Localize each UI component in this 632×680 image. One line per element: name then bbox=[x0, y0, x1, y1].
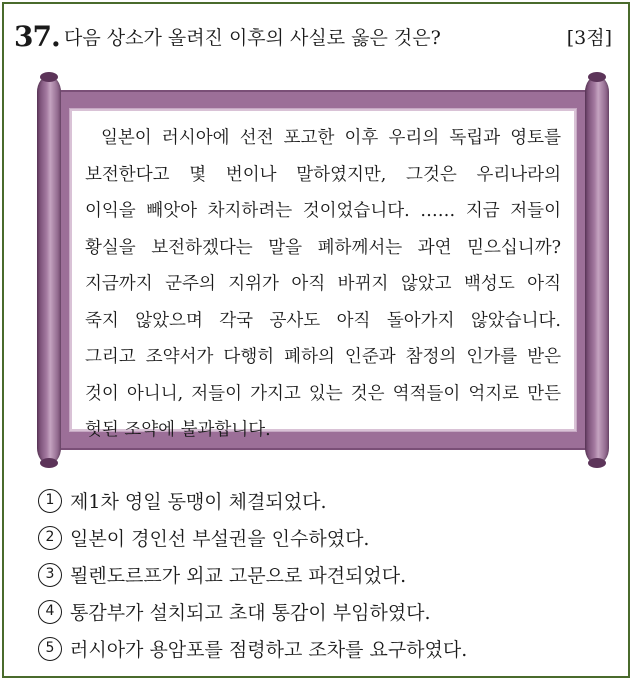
passage-line: 보전한다고 몇 번이나 말하였지만, 그것은 우리나라의 bbox=[85, 164, 561, 185]
passage-line: 죽지 않았으며 각국 공사도 아직 돌아가지 않았습니다. bbox=[85, 310, 561, 331]
question-points: [3점] bbox=[566, 27, 612, 49]
scroll-roller-left bbox=[37, 76, 61, 464]
choice-number-circle: 3 bbox=[38, 563, 62, 587]
passage-line: 헛된 조약에 불과합니다. bbox=[85, 420, 271, 440]
passage-text bbox=[85, 120, 561, 449]
choice-text: 묄렌도르프가 외교 고문으로 파견되었다. bbox=[70, 565, 407, 587]
choice-number-circle: 1 bbox=[38, 489, 62, 513]
passage-line: 그리고 조약서가 다행히 폐하의 인준과 참정의 인가를 받은 bbox=[85, 347, 561, 367]
choice-number-circle: 2 bbox=[38, 526, 62, 550]
choice-5[interactable] bbox=[38, 630, 608, 667]
passage-line: 일본이 러시아에 선전 포고한 이후 우리의 독립과 영토를 bbox=[101, 128, 561, 148]
answer-choices bbox=[38, 482, 608, 667]
question-prompt: 다음 상소가 올려진 이후의 사실로 옳은 것은? bbox=[64, 27, 441, 49]
scroll-roller-right bbox=[585, 76, 609, 464]
question-header bbox=[14, 20, 614, 56]
choice-number-circle: 5 bbox=[38, 637, 62, 661]
choice-number-circle: 4 bbox=[38, 600, 62, 624]
passage-line: 지금까지 군주의 지위가 아직 바뀌지 않았고 백성도 아직 bbox=[85, 274, 561, 294]
scroll-frame bbox=[37, 76, 609, 464]
passage-line: 황실을 보전하겠다는 말을 폐하께서는 과연 믿으십니까? bbox=[85, 237, 561, 258]
choice-1[interactable] bbox=[38, 482, 608, 519]
choice-text: 제1차 영일 동맹이 체결되었다. bbox=[70, 491, 327, 513]
choice-text: 일본이 경인선 부설권을 인수하였다. bbox=[70, 528, 370, 550]
question-frame bbox=[2, 2, 630, 678]
passage-line: 이익을 빼앗아 차지하려는 것이었습니다. …… 지금 저들이 bbox=[85, 201, 561, 221]
choice-3[interactable] bbox=[38, 556, 608, 593]
passage-line: 것이 아니니, 저들이 가지고 있는 것은 역적들이 억지로 만든 bbox=[85, 383, 561, 404]
choice-text: 통감부가 설치되고 초대 통감이 부임하였다. bbox=[70, 602, 431, 624]
question-number: 37. bbox=[14, 20, 60, 53]
choice-2[interactable] bbox=[38, 519, 608, 556]
choice-text: 러시아가 용암포를 점령하고 조차를 요구하였다. bbox=[70, 639, 468, 661]
choice-4[interactable] bbox=[38, 593, 608, 630]
